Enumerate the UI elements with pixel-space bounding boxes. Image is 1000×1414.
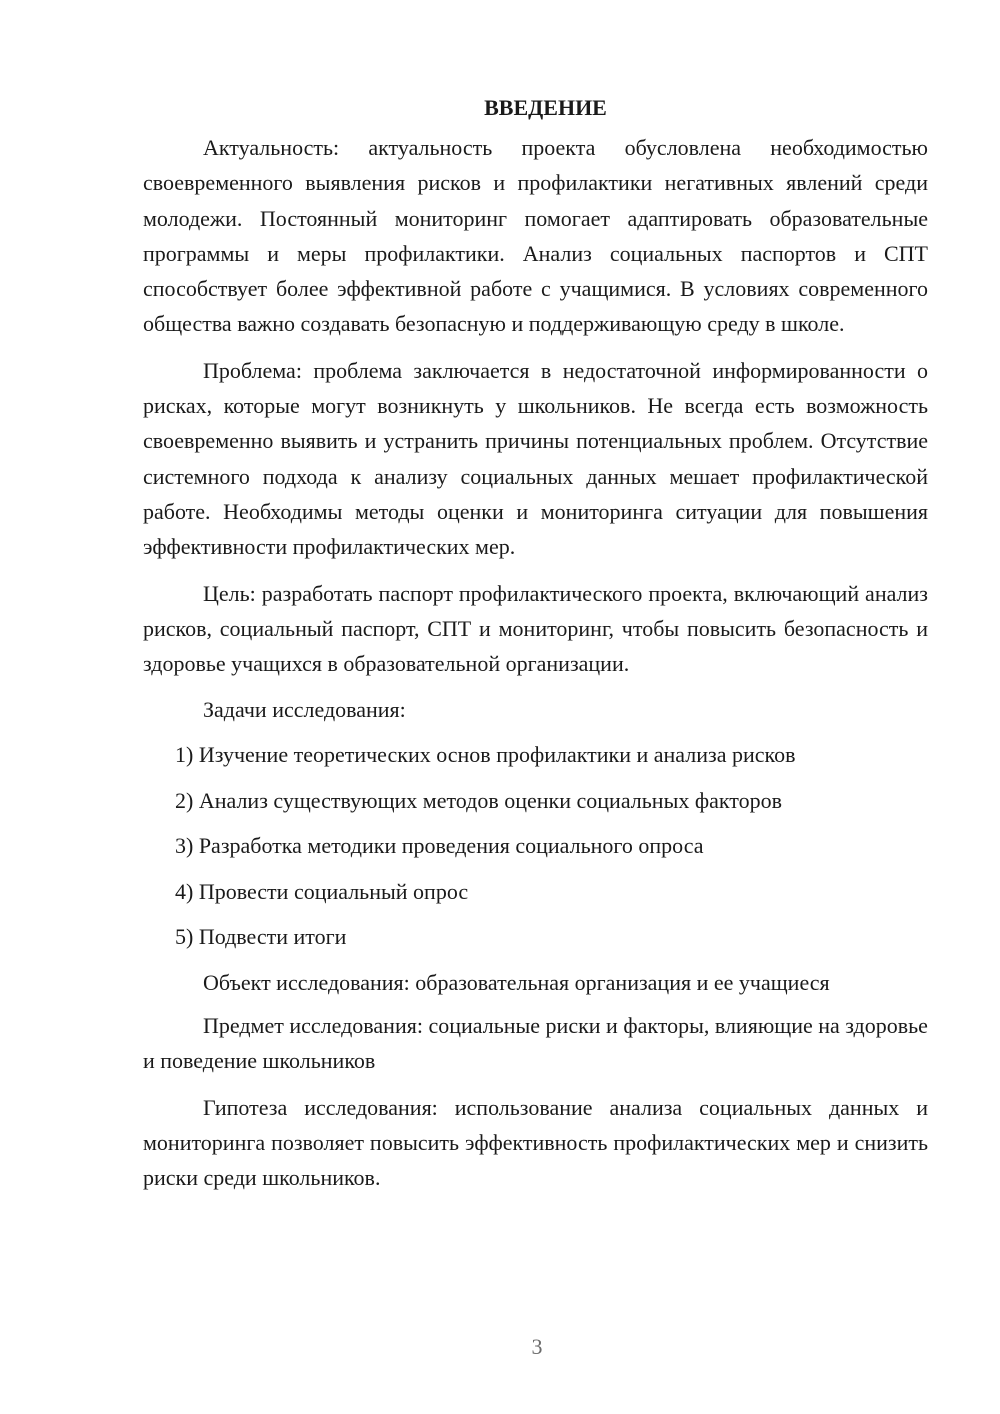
relevance-paragraph: Актуальность: актуальность проекта обусловлена необходимостью своевременного выявления рисков и профилактики негативных явлений среди молодежи. Постоянный мониторинг помогает адаптировать образовательные программы и меры профилактики. Анализ социальных паспортов и СПТ способствует более эффективной работе с учащимися. В условиях современного общества важно создавать безопасную и поддерживающую среду в школе. <box>143 135 928 337</box>
research-subject: Предмет исследования: социальные риски и факторы, влияющие на здоровье и поведение школьников <box>143 1012 928 1074</box>
page-body <box>143 92 928 1206</box>
task-item: 5) Подвести итоги <box>175 924 347 950</box>
task-item: 4) Провести социальный опрос <box>175 878 469 904</box>
tasks-heading: Задачи исследования: <box>203 697 406 723</box>
research-object: Объект исследования: образовательная организация и ее учащиеся <box>203 969 830 995</box>
page-number: 3 <box>531 1334 543 1359</box>
problem-paragraph: Проблема: проблема заключается в недостаточной информированности о рисках, которые могут возникнуть у школьников. Не всегда есть возможность своевременно выявить и устранить причины потенциальных проблем. Отсутствие системного подхода к анализу социальных данных мешает профилактической работе. Необходимы методы оценки и мониторинга ситуации для повышения эффективности профилактических мер. <box>143 357 928 560</box>
research-hypothesis: Гипотеза исследования: использование анализа социальных данных и мониторинга позволяет повысить эффективность профилактических мер и снизить риски среди школьников. <box>143 1094 928 1191</box>
tasks-list <box>143 737 928 954</box>
task-item: 1) Изучение теоретических основ профилактики и анализа рисков <box>175 742 796 768</box>
page-title: ВВЕДЕНИЕ <box>484 95 607 120</box>
task-item: 2) Анализ существующих методов оценки социальных факторов <box>175 787 782 813</box>
goal-paragraph: Цель: разработать паспорт профилактического проекта, включающий анализ рисков, социальный паспорт, СПТ и мониторинг, чтобы повысить безопасность и здоровье учащихся в образовательной организации. <box>143 580 928 677</box>
task-item: 3) Разработка методики проведения социального опроса <box>175 833 704 859</box>
